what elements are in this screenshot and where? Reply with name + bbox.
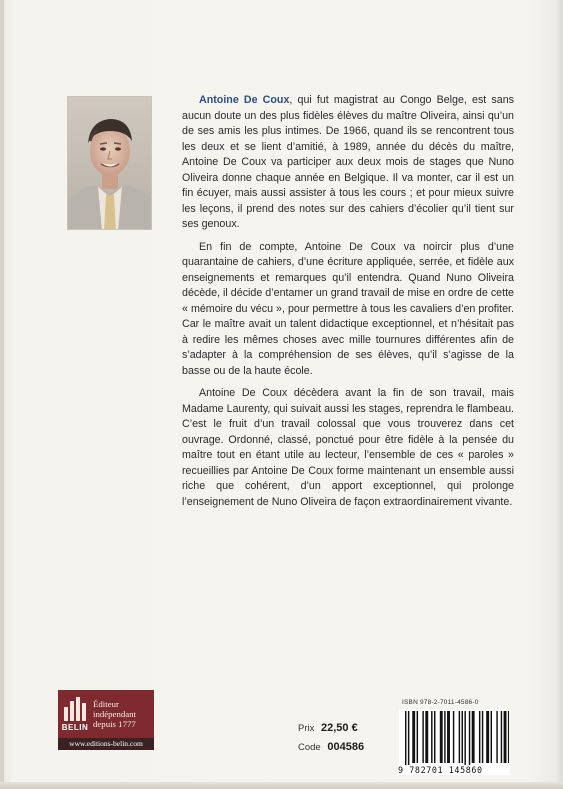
barcode-bar <box>491 711 492 763</box>
logo-bars <box>64 697 86 721</box>
barcode-bar <box>472 711 475 763</box>
barcode-bar <box>453 711 454 763</box>
publisher-brand: BELIN <box>61 722 89 732</box>
price-row <box>298 722 358 734</box>
author-portrait-photo <box>67 96 152 230</box>
belin-logo-icon <box>60 690 90 738</box>
barcode-bar <box>469 711 470 767</box>
barcode-bar <box>440 711 443 763</box>
barcode-bar <box>425 711 428 763</box>
barcode-bar <box>504 711 507 763</box>
barcode-bar <box>417 711 418 763</box>
price-label: Prix <box>298 723 315 734</box>
barcode-bar <box>431 711 432 763</box>
barcode-bar <box>459 711 460 763</box>
back-cover-text <box>182 93 514 517</box>
barcode-bar <box>479 711 480 763</box>
publisher-tagline-1: Éditeur <box>93 699 119 709</box>
publisher-url[interactable]: www.editions-belin.com <box>58 738 154 750</box>
barcode-bar <box>434 711 435 763</box>
barcode-digits: 9 782701 145860 <box>398 765 510 775</box>
bottom-edge <box>0 782 563 789</box>
author-name: Antoine De Coux <box>199 94 290 106</box>
barcode-bar <box>482 711 483 763</box>
publisher-tagline-3: depuis 1777 <box>93 719 136 729</box>
price-value: 22,50 € <box>321 722 358 734</box>
author-portrait-icon <box>68 97 152 230</box>
barcode-bar <box>464 711 465 767</box>
barcode-bar <box>462 711 463 763</box>
barcode-icon <box>399 709 509 767</box>
barcode-bar <box>486 711 489 763</box>
paragraph-2: En fin de compte, Antoine De Coux va noircir plus d’une quarantaine de cahiers, d’une écriture appliquée, serrée, et fidèle aux enseignements et remarques qu’il entendra. Quand Nuno Oliveira décède, il décide d’entamer un grand travail de mise en ordre de cette « mémoire du vécu », pour permettre à tous les cavaliers d’en profiter. Car le maître avait un talent didactique exceptionnel, et n’hésitait pas à redire les mêmes choses avec mille tournures différentes afin de s’adapter à la compréhension de ses élèves, qu’il s’agisse de la basse ou de la haute école. <box>182 240 514 377</box>
barcode-bar <box>447 711 450 763</box>
barcode-bar <box>422 711 423 763</box>
barcode-bar <box>496 711 497 763</box>
isbn-label: ISBN 978-2-7011-4586-0 <box>402 699 479 706</box>
barcode-bar <box>405 711 406 767</box>
publisher-tagline <box>93 699 136 729</box>
paragraph-1 <box>182 93 514 233</box>
barcode-bar <box>501 711 502 763</box>
paragraph-3: Antoine De Coux décèdera avant la fin de son travail, mais Madame Laurenty, qui suivait aussi les stages, reprendra le flambeau. C’est le fruit d’un travail colossal que vous trouverez dans cet ouvrage. Ordonné, classé, ponctué pour être fidèle à la pensée du maître tout en étant utile au lecteur, l’ensemble de ces « paroles » recueillies par Antoine De Coux forme maintenant un ensemble aussi riche que cohérent, d’un apport exceptionnel, qui prolonge l’enseignement de Nuno Oliveira de façon extraordinairement vivante. <box>182 387 514 508</box>
publisher-tagline-2: indépendant <box>93 709 136 719</box>
code-row <box>298 741 364 753</box>
barcode-bar <box>408 711 409 767</box>
barcode-bar <box>444 711 445 763</box>
barcode-bar <box>508 711 509 763</box>
spine-edge <box>0 0 4 789</box>
barcode-bar <box>412 711 415 763</box>
code-label: Code <box>298 742 321 753</box>
paragraph-1-text: , qui fut magistrat au Congo Belge, est sans aucun doute un des plus fidèles élèves du maître Oliveira, ainsi qu’un de ses amis les plus intimes. De 1966, quand ils se rencontrent tous les deux et se lient d’amitié, à 1989, année du décès du maître, Antoine De Coux va participer aux deux mois de stages que Nuno Oliveira donne chaque année en Belgique. Il va monter, car il est un fin écuyer, mais aussi assister à tous les cours ; et pour mieux suivre les leçons, il prend des notes sur des cahiers d’écolier qu’il tient sur ses genoux. <box>182 94 514 230</box>
publisher-logo <box>58 690 154 738</box>
code-value: 004586 <box>327 741 365 753</box>
